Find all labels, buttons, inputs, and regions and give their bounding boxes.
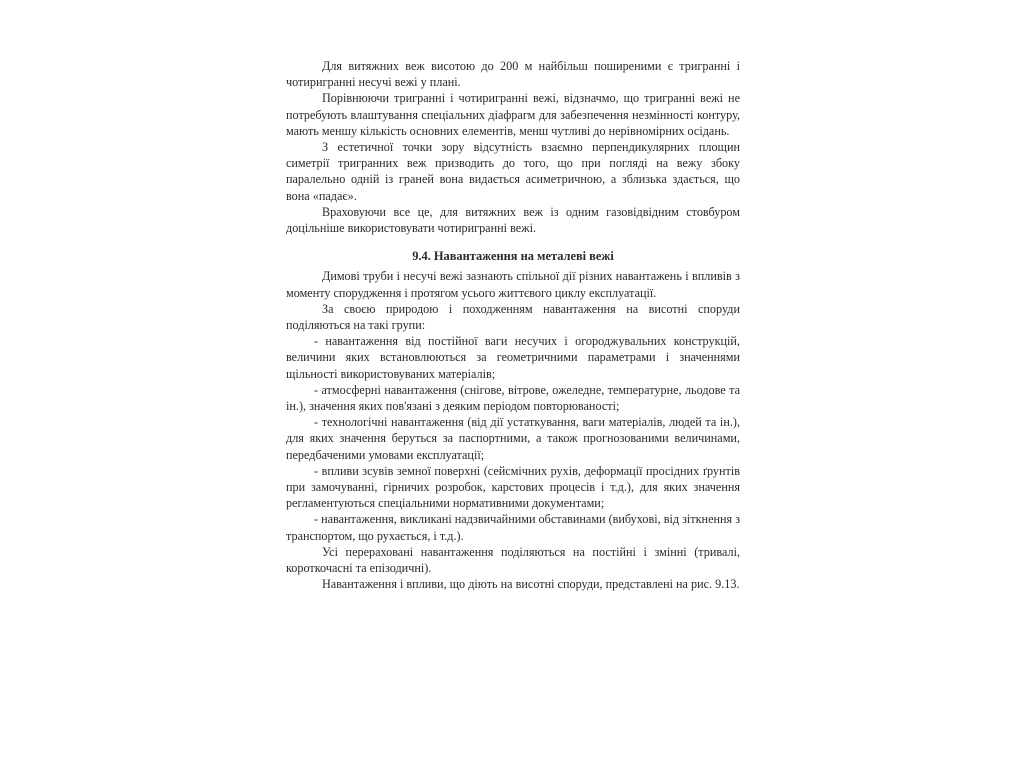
list-item-permanent-loads: - навантаження від постійної ваги несучих і огороджувальних конструкцій, величини яких встановлюються за геометричними параметрами і значеннями щільності використовуваних матеріалів; (286, 334, 740, 381)
paragraph-load-classification: Усі перераховані навантаження поділяються на постійні і змінні (тривалі, короткочасні та епізодичні). (286, 544, 740, 576)
paragraph-conclusion: Враховуючи все це, для витяжних веж із одним газовідвідним стовбуром доцільніше використовувати чотиригранні вежі. (286, 204, 740, 236)
list-item-technological-loads: - технологічні навантаження (від дії устаткування, ваги матеріалів, людей та ін.), для яких значення беруться за паспортними, а також прогнозованими величинами, передбаченими умовами експлуатації; (286, 415, 740, 462)
paragraph-aesthetics: З естетичної точки зору відсутність взаємно перпендикулярних площин симетрії тригранних веж призводить до того, що при погляді на вежу збоку паралельно одній із граней вона видається асиметричною, а зблизька здається, що вона «падає». (286, 140, 740, 203)
paragraph-loads-groups: За своєю природою і походженням навантаження на висотні споруди поділяються на такі групи: (286, 301, 740, 333)
paragraph-figure-reference: Навантаження і впливи, що діють на висотні споруди, представлені на рис. 9.13. (322, 577, 740, 592)
list-item-ground-shift-loads: - впливи зсувів земної поверхні (сейсмічних рухів, деформації просідних ґрунтів при замочуванні, гірничих розробок, карстових процесів і т.д.), для яких значення регламентуються спеціальними нормативними документами; (286, 463, 740, 511)
list-item-emergency-loads: - навантаження, викликані надзвичайними обставинами (вибухові, від зіткнення з транспортом, що рухається, і т.д.). (286, 512, 741, 543)
section-heading: 9.4. Навантаження на металеві вежі (412, 249, 614, 264)
paragraph-tower-types: Для витяжних веж висотою до 200 м найбільш поширеними є тригранні і чотиригранні несучі вежі у плані. (286, 59, 740, 90)
list-item-atmospheric-loads: - атмосферні навантаження (снігове, вітрове, ожеледне, температурне, льодове та ін.), значення яких пов'язані з деяким періодом повторюваності; (286, 382, 740, 414)
paragraph-loads-intro: Димові труби і несучі вежі зазнають спільної дії різних навантажень і впливів з моменту спорудження і протягом усього життєвого циклу експлуатації. (286, 269, 740, 300)
paragraph-tower-comparison: Порівнюючи тригранні і чотиригранні вежі, відзначмо, що тригранні вежі не потребують влаштування спеціальних діафрагм для забезпечення незмінності контуру, мають меншу кількість основних елементів, менш чутливі до нерівномірних осідань. (286, 91, 740, 138)
document-page (286, 58, 740, 593)
